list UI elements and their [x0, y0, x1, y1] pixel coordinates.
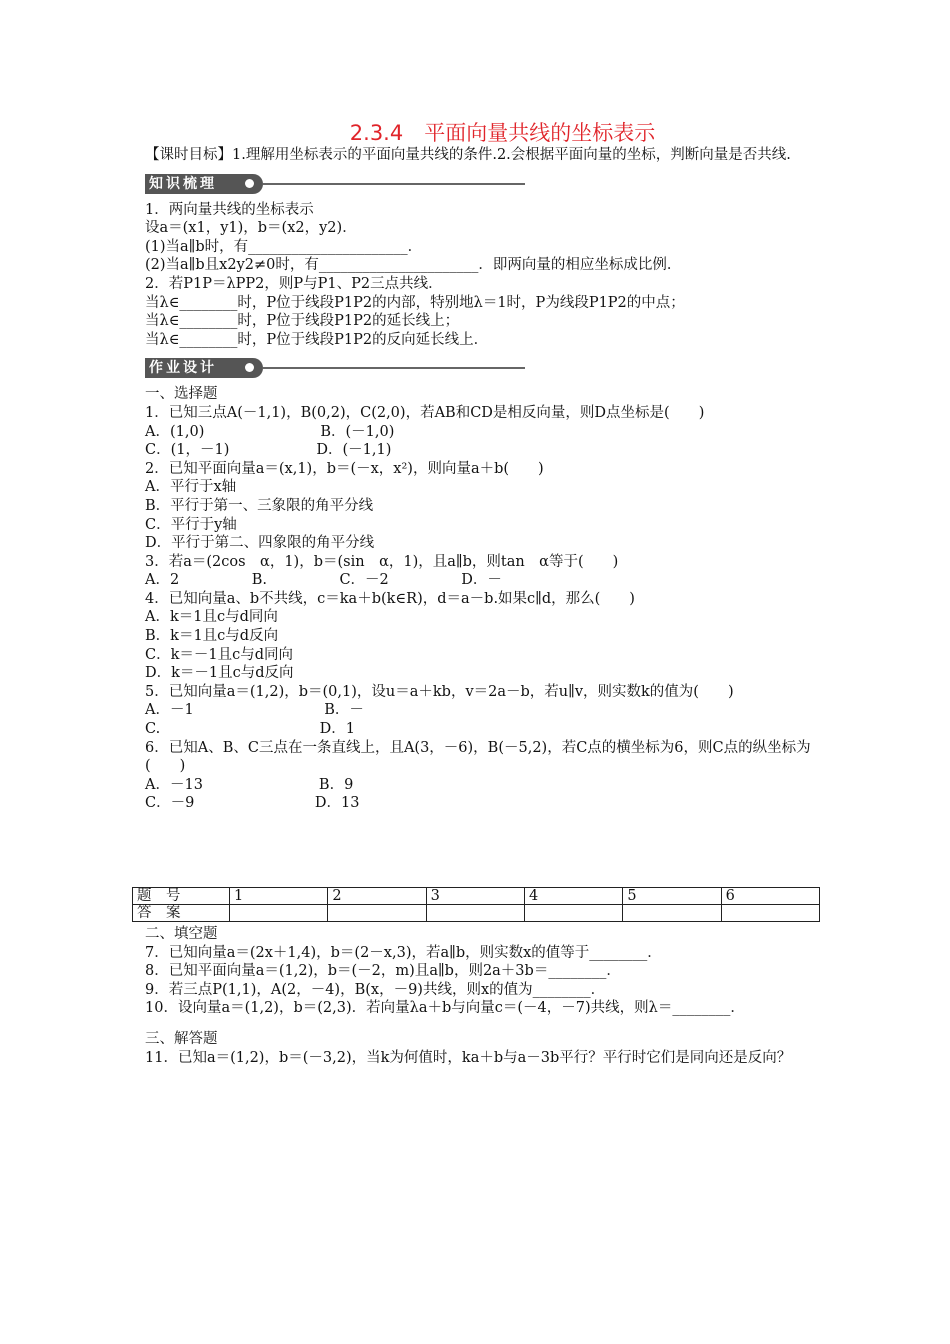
- table-cell: 5: [623, 888, 721, 905]
- section-band-homework: [145, 355, 820, 381]
- answer-cell[interactable]: [623, 905, 721, 922]
- text-line: C．平行于y轴: [145, 516, 237, 533]
- answer-table: [132, 887, 820, 922]
- band-label: 知识梳理: [149, 175, 217, 192]
- table-cell: 3: [426, 888, 524, 905]
- text-line: 4．已知向量a、b不共线，c＝ka＋b(k∈R)，d＝a－b.如果c∥d，那么( ): [145, 590, 635, 607]
- text-line: (1)当a∥b时，有______________________．: [145, 238, 423, 255]
- text-line: C．－9 D．13: [145, 795, 360, 812]
- answer-cell[interactable]: [721, 905, 819, 922]
- answer-cell[interactable]: [524, 905, 622, 922]
- section-band-knowledge: [145, 171, 820, 197]
- table-cell: 2: [328, 888, 426, 905]
- text-line: C．(1，－1) D．(－1,1): [145, 442, 392, 459]
- text-line: 2．已知平面向量a＝(x,1)，b＝(－x，x²)，则向量a＋b( ): [145, 460, 544, 477]
- answer-cell[interactable]: [230, 905, 328, 922]
- band-rule: [263, 367, 525, 369]
- text-line: 1．两向量共线的坐标表示: [145, 201, 314, 218]
- table-cell: 6: [721, 888, 819, 905]
- table-cell: 4: [524, 888, 622, 905]
- text-line: A．－1 B．－: [145, 702, 364, 719]
- question-6: 6．已知A、B、C三点在一条直线上，且A(3，－6)，B(－5,2)，若C点的横坐标为6，则C点的纵坐标为( ): [145, 739, 811, 775]
- homework-content: [145, 385, 820, 813]
- table-row: [133, 888, 820, 905]
- question-11: 11．已知a＝(1,2)，b＝(－3,2)，当k为何值时，ka＋b与a－3b平行？平行时它们是同向还是反向？: [145, 1049, 792, 1066]
- text-line: A．平行于x轴: [145, 479, 237, 496]
- band-label: 作业设计: [149, 360, 217, 377]
- question-10: 10．设向量a＝(1,2)，b＝(2,3)．若向量λa＋b与向量c＝(－4，－7)共线，则λ＝________．: [145, 1000, 745, 1017]
- text-line: C. D．1: [145, 721, 356, 738]
- table-cell: 题 号: [133, 888, 230, 905]
- objective-label: 【课时目标】: [145, 147, 232, 163]
- fill-and-solve-content: [145, 925, 820, 1067]
- lesson-objective: [145, 146, 820, 165]
- text-line: B．k＝1且c与d反向: [145, 628, 279, 645]
- table-row: [133, 905, 820, 922]
- text-line: 当λ∈________时，P位于线段P1P2的反向延长线上．: [145, 331, 489, 348]
- text-line: A．k＝1且c与d同向: [145, 609, 278, 626]
- text-line: 二、填空题: [145, 926, 218, 942]
- answer-cell[interactable]: [426, 905, 524, 922]
- question-5: 5．已知向量a＝(1,2)，b＝(0,1)，设u＝a＋kb，v＝2a－b，若u∥v，则实数k的值为( ): [145, 683, 734, 700]
- table-cell: 1: [230, 888, 328, 905]
- text-line: 8．已知平面向量a＝(1,2)，b＝(－2，m)且a∥b，则2a＋3b＝________．: [145, 963, 621, 980]
- knowledge-content: [145, 201, 820, 350]
- band-dot-icon: [245, 179, 254, 188]
- page-title: 2.3.4 平面向量共线的坐标表示: [349, 121, 656, 145]
- text-line: B．平行于第一、三象限的角平分线: [145, 497, 374, 514]
- text-line: 9．若三点P(1,1)，A(2，－4)，B(x，－9)共线，则x的值为________．: [145, 981, 606, 998]
- text-line: A．－13 B．9: [145, 776, 354, 793]
- text-line: 当λ∈________时，P位于线段P1P2的内部，特别地λ＝1时，P为线段P1P2的中点；: [145, 294, 685, 311]
- text-line: 三、解答题: [145, 1030, 218, 1047]
- text-line: A．(1,0) B．(－1,0): [145, 423, 395, 440]
- text-line: 设a＝(x1，y1)，b＝(x2，y2)．: [145, 220, 357, 237]
- objective-text: 1.理解用坐标表示的平面向量共线的条件.2.会根据平面向量的坐标，判断向量是否共线.: [232, 147, 791, 163]
- text-line: (2)当a∥b且x2y2≠0时，有______________________．即两向量的相应坐标成比例．: [145, 257, 682, 274]
- band-rule: [263, 183, 525, 185]
- text-line: C．k＝－1且c与d同向: [145, 646, 294, 663]
- text-line: 1．已知三点A(－1,1)，B(0,2)，C(2,0)，若AB和CD是相反向量，则D点坐标是( ): [145, 404, 705, 421]
- table-cell: 答 案: [133, 905, 230, 922]
- worksheet: [145, 120, 820, 813]
- text-line: A．2 B. C．－2 D．－: [145, 572, 502, 589]
- text-line: 当λ∈________时，P位于线段P1P2的延长线上；: [145, 313, 460, 330]
- text-line: 7．已知向量a＝(2x＋1,4)，b＝(2－x,3)，若a∥b，则实数x的值等于________．: [145, 944, 662, 961]
- text-line: 一、选择题: [145, 386, 218, 403]
- text-line: D．平行于第二、四象限的角平分线: [145, 535, 375, 552]
- answer-cell[interactable]: [328, 905, 426, 922]
- text-line: D．k＝－1且c与d反向: [145, 665, 294, 682]
- text-line: 3．若a＝(2cos α，1)，b＝(sin α，1)，且a∥b，则tan α等于( ): [145, 553, 619, 570]
- text-line: 2．若P1P＝λPP2，则P与P1、P2三点共线．: [145, 275, 443, 292]
